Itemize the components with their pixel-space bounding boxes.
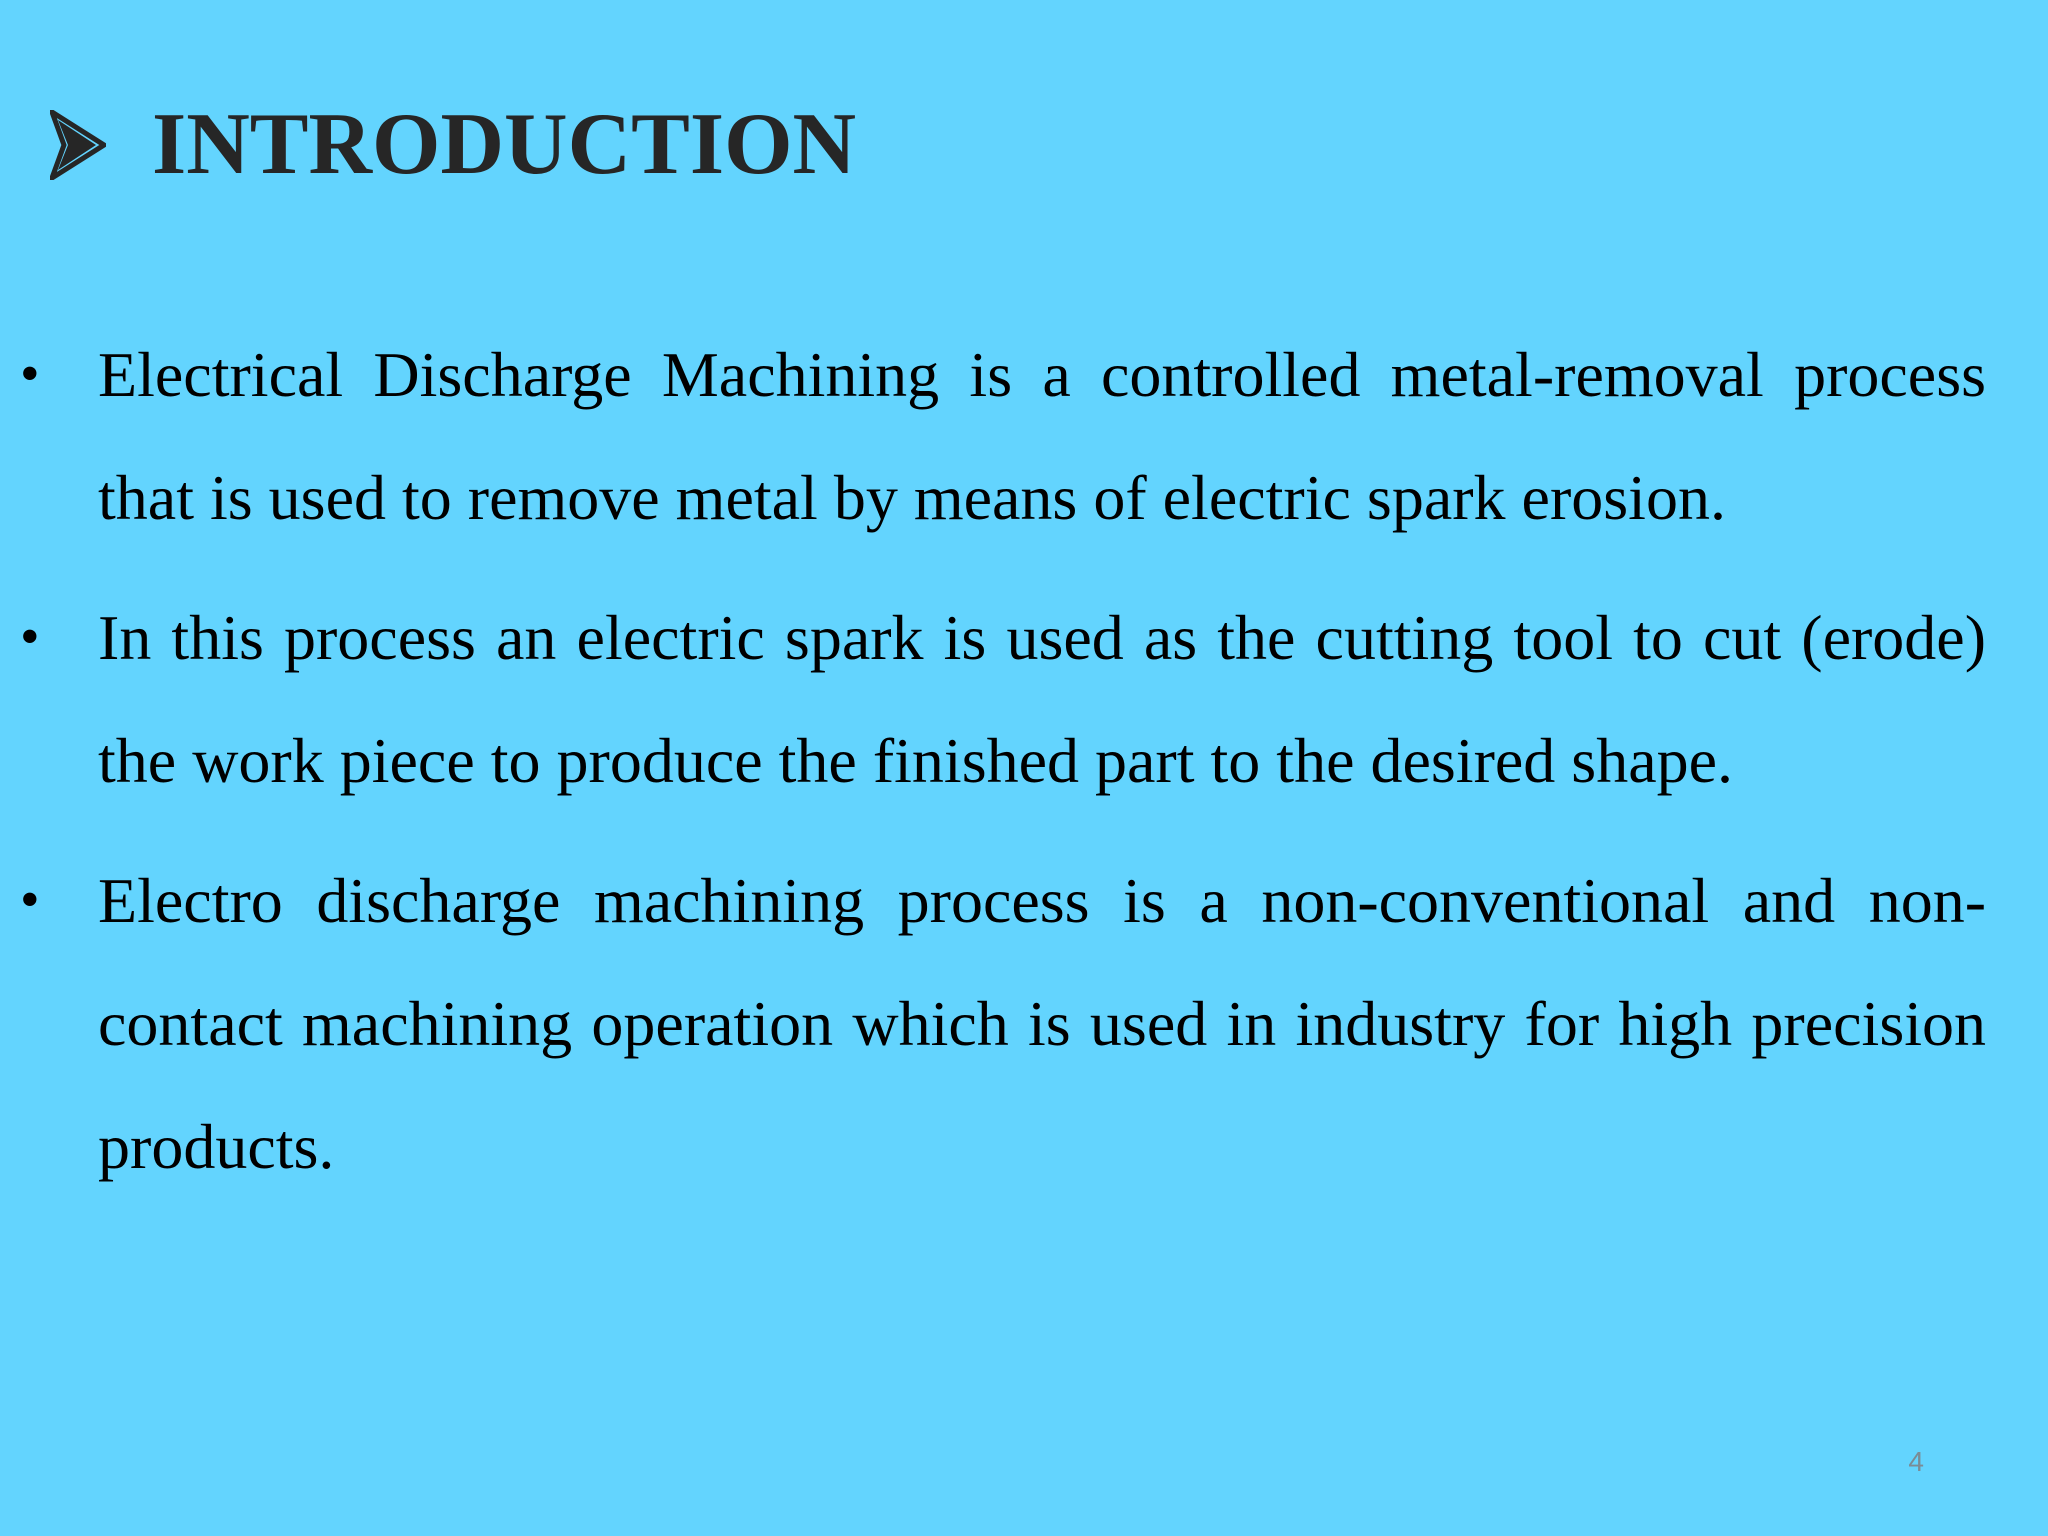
bullet-dot: • [20,606,40,668]
bullet-dot: • [20,343,40,405]
slide-title-row [50,90,856,200]
bullet-list [0,313,2048,1225]
bullet-text: Electrical Discharge Machining is a controlled metal-removal process that is used to remove metal by means of electric spark erosion. [98,339,1986,533]
arrowhead-bullet-icon [50,110,106,180]
bullet-item [20,576,1986,822]
bullet-text: In this process an electric spark is used as the cutting tool to cut (erode) the work piece to produce the finished part to the desired shape. [98,602,1986,796]
slide-title: INTRODUCTION [152,96,857,193]
page-number: 4 [1908,1446,1924,1477]
bullet-text: Electro discharge machining process is a non-conventional and non-contact machining operation which is used in industry for high precision products. [98,865,1986,1182]
bullet-item [20,313,1986,559]
bullet-dot: • [20,869,40,931]
bullet-item [20,839,1986,1208]
